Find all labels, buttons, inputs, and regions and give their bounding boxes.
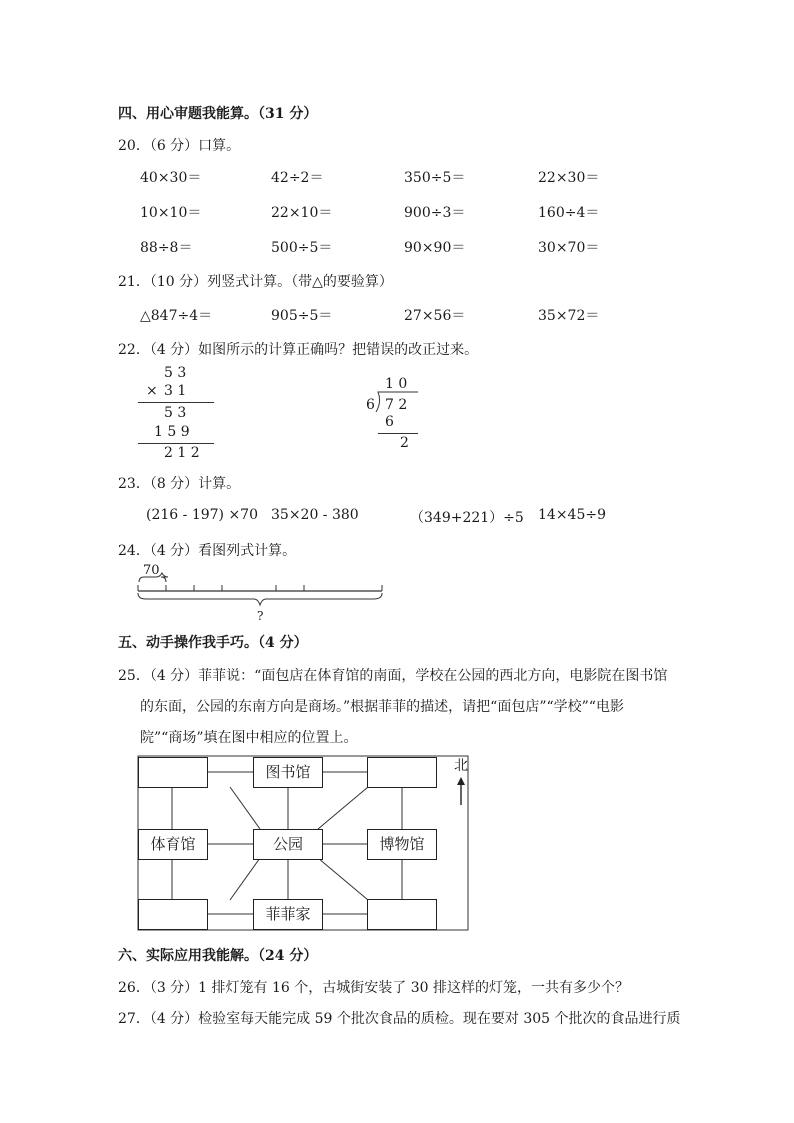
oral-calc-item: 88÷8＝	[140, 240, 193, 256]
map-box-northeast-empty[interactable]	[367, 757, 437, 788]
question-22-heading: 22．（4 分）如图所示的计算正确吗？把错误的改正过来。	[118, 342, 479, 358]
total-unknown-label: ?	[257, 609, 264, 623]
map-box-museum: 博物馆	[367, 829, 437, 860]
calc-item: 14×45÷9	[538, 507, 606, 523]
div-quotient: 1 0	[385, 376, 408, 392]
div-subtrahend: 6	[385, 414, 394, 430]
oral-calc-item: 22×10＝	[271, 205, 333, 221]
oral-calc-item: 42÷2＝	[271, 170, 324, 186]
north-label: 北	[454, 758, 468, 774]
map-box-southwest-empty[interactable]	[138, 899, 208, 930]
map-box-park: 公园	[253, 829, 323, 860]
question-25-line-3: 院”“商场”填在图中相应的位置上。	[140, 730, 358, 746]
calc-item: (216 - 197) ×70	[146, 507, 258, 523]
div-divisor: 6	[366, 397, 375, 413]
oral-calc-item: 10×10＝	[140, 205, 202, 221]
vertical-calc-item: 35×72＝	[538, 308, 600, 324]
map-box-gym: 体育馆	[138, 829, 208, 860]
question-25-line-1: 25．（4 分）菲菲说：“面包店在体育馆的南面，学校在公园的西北方向，电影院在图书馆	[118, 668, 668, 684]
vertical-calc-item: △847÷4＝	[140, 308, 213, 324]
question-25-line-2: 的东面，公园的东南方向是商场。”根据菲菲的描述，请把“面包店”“学校”“电影	[140, 699, 624, 715]
oral-calc-item: 350÷5＝	[404, 170, 466, 186]
mult-sign: ×	[146, 383, 158, 399]
vertical-calc-item: 27×56＝	[404, 308, 466, 324]
section-6-title: 六、实际应用我能解。（24 分）	[118, 948, 318, 964]
oral-calc-item: 160÷4＝	[538, 205, 600, 221]
map-box-northwest-empty[interactable]	[138, 757, 208, 788]
oral-calc-item: 40×30＝	[140, 170, 202, 186]
mult-rule	[138, 443, 214, 444]
mult-rule	[138, 402, 214, 403]
section-5-title: 五、动手操作我手巧。（4 分）	[118, 635, 308, 651]
question-21-heading: 21．（10 分）列竖式计算。（带△的要验算）	[118, 274, 393, 290]
question-20-heading: 20．（6 分）口算。	[118, 138, 241, 154]
mult-multiplicand: 5 3	[164, 365, 187, 381]
mult-result: 2 1 2	[164, 445, 200, 461]
oral-calc-item: 900÷3＝	[404, 205, 466, 221]
section-4-title: 四、用心审题我能算。（31 分）	[118, 106, 318, 122]
div-dividend: 7 2	[385, 397, 408, 413]
segment-label: 70	[143, 563, 160, 578]
question-26-text: 26．（3 分）1 排灯笼有 16 个，古城街安装了 30 排这样的灯笼，一共有多少个？	[118, 980, 629, 996]
oral-calc-item: 90×90＝	[404, 240, 466, 256]
oral-calc-item: 22×30＝	[538, 170, 600, 186]
oral-calc-item: 500÷5＝	[271, 240, 333, 256]
mult-partial-2: 1 5 9	[154, 424, 190, 440]
mult-multiplier: 3 1	[164, 383, 187, 399]
oral-calc-item: 30×70＝	[538, 240, 600, 256]
north-arrow-icon	[455, 776, 467, 806]
calc-item: 35×20 - 380	[271, 507, 359, 523]
div-remainder: 2	[400, 435, 409, 451]
question-23-heading: 23．（8 分）计算。	[118, 476, 241, 492]
question-24-heading: 24．（4 分）看图列式计算。	[118, 543, 297, 559]
map-box-library: 图书馆	[253, 757, 323, 788]
div-rule	[378, 433, 418, 434]
map-box-feifei-home: 菲菲家	[253, 899, 323, 930]
map-box-southeast-empty[interactable]	[367, 899, 437, 930]
calc-item: （349+221）÷5	[410, 510, 524, 526]
mult-partial-1: 5 3	[164, 405, 187, 421]
vertical-calc-item: 905÷5＝	[271, 308, 333, 324]
question-27-text: 27．（4 分）检验室每天能完成 59 个批次食品的质检。现在要对 305 个批次的食品进行质	[118, 1011, 681, 1027]
